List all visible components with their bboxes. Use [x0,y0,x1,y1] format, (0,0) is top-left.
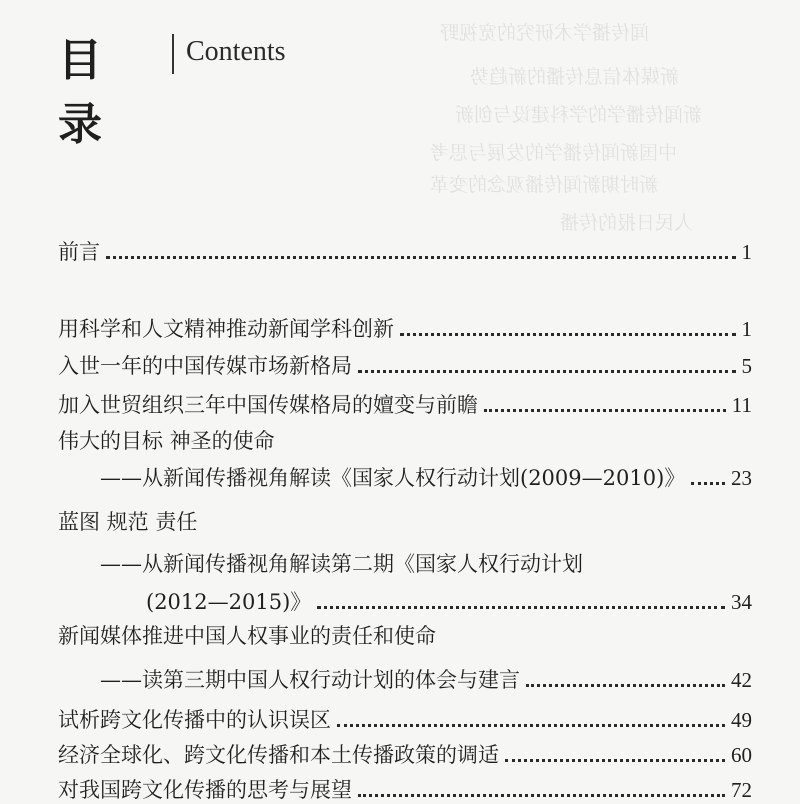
toc-leader-dots [526,684,725,687]
bleed-through-text: 闻传播学术研究的宽视野 新媒体信息传播的新趋势 新闻传播学的学科建设与创新 中国新闻传播学的发展与思考 新时期新闻传播观念的变革 人民日报的传播 [430,22,703,234]
toc-entry-page: 60 [731,743,752,767]
toc-entry [58,735,752,769]
toc-entry [146,582,752,616]
toc-entry-page: 1 [741,317,752,341]
toc-entry [100,458,752,492]
toc-entry-title: 伟大的目标 神圣的使命 [58,429,275,453]
toc-leader-dots [317,606,725,609]
toc-entry-page: 1 [741,240,752,264]
toc-entry-title: 新闻媒体推进中国人权事业的责任和使命 [58,624,436,648]
toc-entry [58,700,752,734]
toc-entry [58,232,752,266]
toc-leader-dots [484,409,726,412]
page-subtitle: Contents [186,36,286,67]
toc-entry-title: 前言 [58,240,100,264]
toc-entry-title: ——从新闻传播视角解读第二期《国家人权行动计划 [100,552,583,576]
toc-entry [58,309,752,343]
toc-entry-title: 经济全球化、跨文化传播和本土传播政策的调适 [58,743,499,767]
toc-entry-title: 用科学和人文精神推动新闻学科创新 [58,317,394,341]
toc-entry-title: ——读第三期中国人权行动计划的体会与建言 [100,668,520,692]
page-title: 目 录 [58,35,108,150]
toc-entry-title: ——从新闻传播视角解读《国家人权行动计划(2009—2010)》 [100,466,686,490]
toc-entry-page: 5 [741,354,752,378]
toc-entry-title: 入世一年的中国传媒市场新格局 [58,354,352,378]
toc-leader-dots [337,724,725,727]
toc-entry [58,385,752,419]
toc-entry-page: 11 [731,393,752,417]
toc-leader-dots [691,482,725,485]
toc-entry-title: 对我国跨文化传播的思考与展望 [58,778,352,802]
toc-entry-page: 34 [731,590,752,614]
toc-leader-dots [400,333,736,336]
title-divider [172,34,174,74]
toc-entry-page: 49 [731,708,752,732]
toc-entry-title: 蓝图 规范 责任 [58,510,198,534]
toc-entry-title: (2012—2015)》 [146,590,312,614]
toc-leader-dots [358,370,736,373]
toc-entry-title: 加入世贸组织三年中国传媒格局的嬗变与前瞻 [58,393,478,417]
toc-leader-dots [358,794,725,797]
toc-leader-dots [106,256,736,259]
toc-entry-title: 试析跨文化传播中的认识误区 [58,708,331,732]
toc-entry [58,346,752,380]
toc-entry-page: 72 [731,778,752,802]
toc-leader-dots [505,759,725,762]
toc-entry-page: 42 [731,668,752,692]
toc-entry-page: 23 [731,466,752,490]
toc-entry [100,660,752,694]
toc-entry [58,770,752,804]
